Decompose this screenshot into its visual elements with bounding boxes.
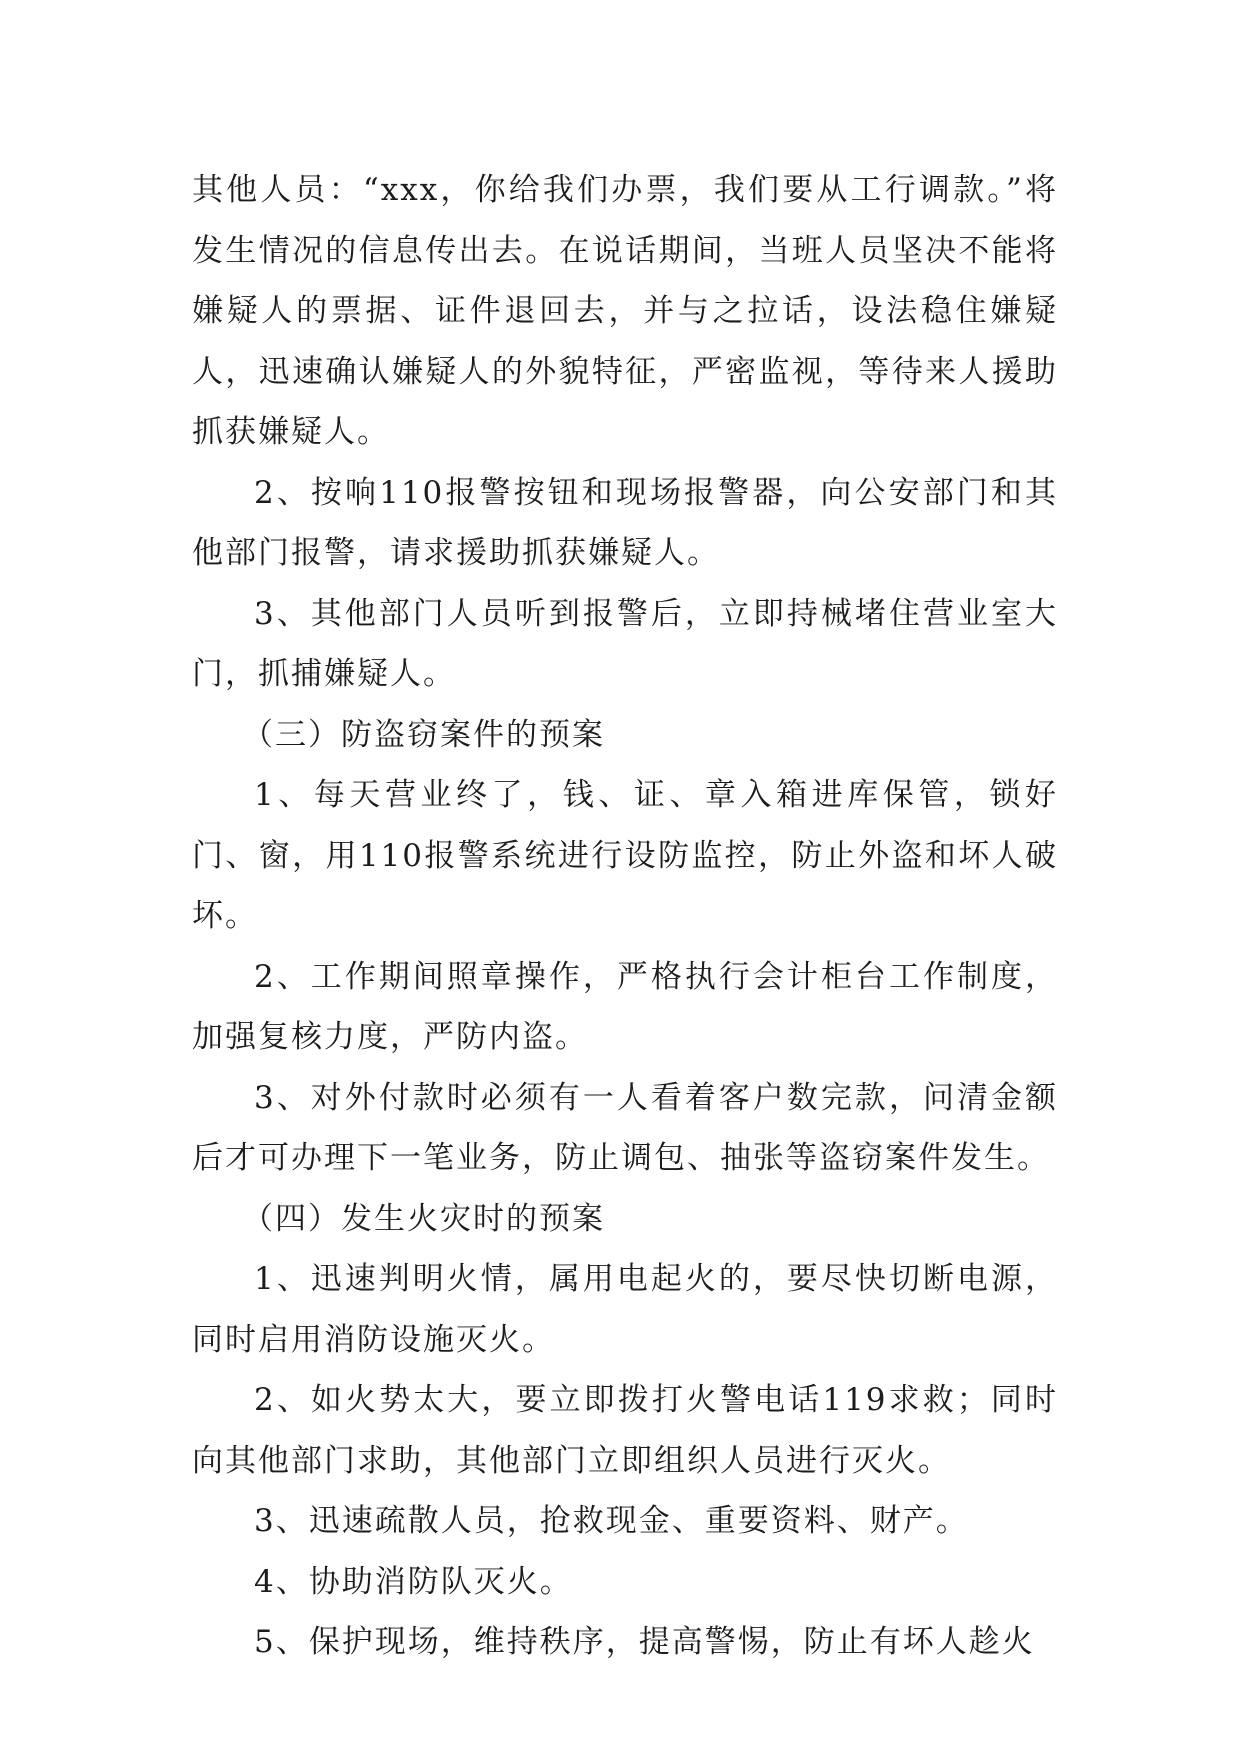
list-item: 1、每天营业终了，钱、证、章入箱进库保管，锁好门、窗，用110报警系统进行设防监控，防止外盗和坏人破坏。 <box>192 777 1058 934</box>
list-item: 3、迅速疏散人员，抢救现金、重要资料、财产。 <box>254 1503 969 1539</box>
list-item: 4、协助消防队灭火。 <box>254 1563 573 1600</box>
list-item: 3、对外付款时必须有一人看着客户数完款，问清金额后才可办理下一笔业务，防止调包、抽张等盗窃案件发生。 <box>192 1079 1058 1176</box>
paragraph-continued: 其他人员：“xxx，你给我们办票，我们要从工行调款。”将发生情况的信息传出去。在说话期间，当班人员坚决不能将嫌疑人的票据、证件退回去，并与之拉话，设法稳住嫌疑人，迅速确认嫌疑人的外貌特征，严密监视，等待来人援助抓获嫌疑人。 <box>192 172 1058 450</box>
list-item: 2、按响110报警按钮和现场报警器，向公安部门和其他部门报警，请求援助抓获嫌疑人。 <box>192 474 1058 571</box>
list-item: 2、如火势太大，要立即拨打火警电话119求救；同时向其他部门求助，其他部门立即组织人员进行灭火。 <box>192 1382 1058 1479</box>
document-body <box>192 160 1058 1673</box>
section-heading: （三）防盗窃案件的预案 <box>242 716 605 753</box>
list-item: 1、迅速判明火情，属用电起火的，要尽快切断电源，同时启用消防设施灭火。 <box>192 1261 1058 1358</box>
section-heading: （四）发生火灾时的预案 <box>242 1200 605 1237</box>
list-item: 3、其他部门人员听到报警后，立即持械堵住营业室大门，抓捕嫌疑人。 <box>192 595 1058 692</box>
list-item: 2、工作期间照章操作，严格执行会计柜台工作制度，加强复核力度，严防内盗。 <box>192 958 1058 1055</box>
list-item: 5、保护现场，维持秩序，提高警惕，防止有坏人趁火 <box>254 1624 1035 1660</box>
